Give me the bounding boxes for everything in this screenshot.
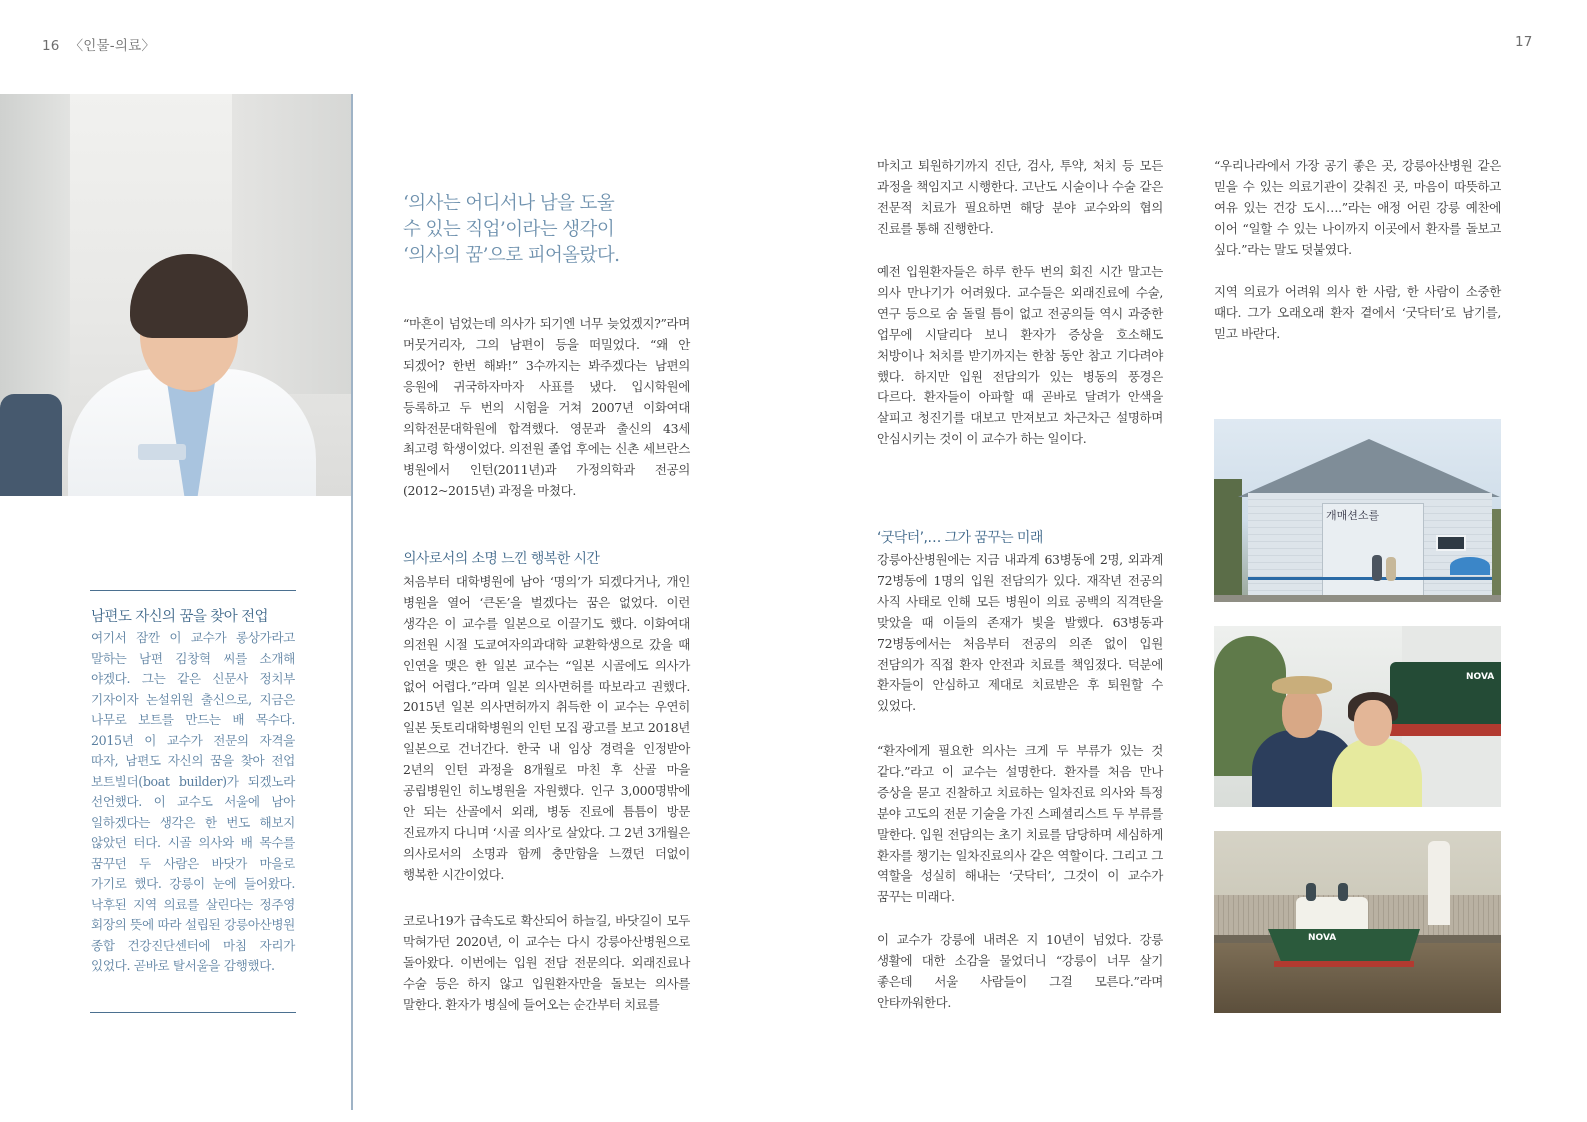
body-paragraph: “우리나라에서 가장 공기 좋은 곳, 강릉아산병원 같은 믿을 수 있는 의료기관이 갖춰진 곳, 마음이 따뜻하고 여유 있는 건강 도시….”라는 애정 어린 강릉 예찬에 이어 “일할 수 있는 나이까지 이곳에서 환자를 돌보고 싶다.”라는 말도 덧붙였다. [1214,158,1501,257]
boat-name-label: NOVA [1466,672,1495,682]
pull-quote-line: ‘의사의 꿈’으로 피어올랐다. [403,245,620,266]
workshop-photo [1214,419,1501,602]
body-paragraph: 지역 의료가 어려워 의사 한 사람, 한 사람이 소중한 때다. 그가 오래오래 환자 곁에서 ‘굿닥터’로 남기를, 믿고 바란다. [1214,284,1501,341]
section-label: 〈인물-의료〉 [69,38,156,54]
pull-quote-line: ‘의사는 어디서나 남을 도울 [403,193,615,214]
sidebar-text: 여기서 잠깐 이 교수가 롱상가라고 말하는 남편 김창혁 씨를 소개해 야겠다. 그는 같은 신문사 정치부 기자이자 논설위원 출신으로, 지금은 나무로 보트를 만드는 배 목수다. 2015년 이 교수가 전문의 자격을 따자, 남편도 자신의 꿈을 찾아 전업 보트빌더(boat builder)가 되겠노라 선언했다. 이 교수도 서울에 남아 일하겠다는 생각은 한 번도 해보지 않았던 터다. 시골 의사와 배 목수를 꿈꾸던 두 사람은 바닷가 마을로 가기로 했다. 강릉이 눈에 들어왔다. 낙후된 지역 의료를 살린다는 정주영 회장의 뜻에 따라 설립된 강릉아산병원 종합 건강진단센터에 마침 자리가 있었다. 곧바로 탈서울을 감행했다. [91,630,295,973]
pull-quote-line: 수 있는 직업’이라는 생각이 [403,219,615,240]
body-paragraph: 예전 입원환자들은 하루 한두 번의 회진 시간 말고는 의사 만나기가 어려웠다. 교수들은 외래진료에 수술, 연구 등으로 숨 돌릴 틈이 없고 전공의들 역시 과중한 업무에 시달리다 보니 환자가 증상을 호소해도 처방이나 처치를 받기까지는 한참 동안 참고 기다려야 했다. 하지만 입원 전담의가 있는 병동의 풍경은 다르다. 환자들이 아파할 때 곧바로 달려가 안색을 살피고 청진기를 대보고 만져보고 차근차근 설명하며 안심시키는 것이 이 교수가 하는 일이다. [877,264,1163,447]
portrait-photo [0,94,352,496]
body-paragraph: 이 교수가 강릉에 내려온 지 10년이 넘었다. 강릉 생활에 대한 소감을 물었더니 “강릉이 너무 살기 좋은데 서울 사람들이 그걸 모른다.”라며 안타까워한다. [877,932,1163,1010]
workshop-sign: 개매션소를 [1326,509,1380,522]
column-divider [351,94,353,1110]
body-paragraph: 처음부터 대학병원에 남아 ‘명의’가 되겠다거나, 개인 병원을 열어 ‘큰돈’을 벌겠다는 꿈은 없었다. 이런 생각은 이 교수를 일본으로 이끌기도 했다. 이화여대 의전원 시절 도쿄여자의과대학 교환학생으로 갔을 때 인연을 맺은 한 일본 교수는 “일본 시골에도 의사가 없어 어렵다.”라며 일본 의사면허를 따보라고 권했다. 2015년 일본 의사면허까지 취득한 이 교수는 우연히 일본 돗토리대학병원의 인턴 모집 광고를 보고 2018년 일본으로 건너간다. 한국 내 임상 경력을 인정받아 2년의 인턴 과정을 8개월로 마친 후 산골 마을 공립병원인 히노병원을 자원했다. 인구 3,000명밖에 안 되는 산골에서 외래, 병동 진료에 틈틈이 방문 진료까지 다니며 ‘시골 의사’로 살았다. 그 2년 3개월은 의사로서의 소명과 함께 충만함을 느꼈던 더없이 행복한 시간이었다. [403,574,690,882]
couple-photo [1214,626,1501,807]
sidebar-top-rule [90,590,296,591]
sidebar-bottom-rule [90,1012,296,1013]
page-number: 16 [42,38,60,54]
boat-photo [1214,831,1501,1013]
subheading: ‘굿닥터’,… 그가 꿈꾸는 미래 [877,530,1043,546]
sidebar-heading: 남편도 자신의 꿈을 찾아 전업 [91,609,268,625]
name-badge [138,444,186,460]
body-paragraph: 마치고 퇴원하기까지 진단, 검사, 투약, 처치 등 모든 과정을 책임지고 시행한다. 고난도 시술이나 수술 같은 전문적 치료가 필요하면 해당 분야 교수와의 협의 진료를 통해 진행한다. [877,158,1163,236]
boat-name-label: NOVA [1308,933,1337,943]
body-paragraph: “환자에게 필요한 의사는 크게 두 부류가 있는 것 같다.”라고 이 교수는 설명한다. 환자를 처음 만나 증상을 묻고 진찰하고 치료하는 일차진료 의사와 특정 분야 고도의 전문 기술을 가진 스페셜리스트 두 부류를 말한다. 입원 전담의는 초기 치료를 담당하며 세심하게 환자를 챙기는 일차진료의사 같은 역할이다. 그리고 그 역할을 성실히 해내는 ‘굿닥터’, 그것이 이 교수가 꿈꾸는 미래다. [877,743,1163,905]
intro-paragraph: “마흔이 넘었는데 의사가 되기엔 너무 늦었겠지?”라며 머뭇거리자, 그의 남편이 등을 떠밀었다. “왜 안 되겠어? 한번 해봐!” 3수까지는 봐주겠다는 남편의 응원에 귀국하자마자 사표를 냈다. 입시학원에 등록하고 두 번의 시험을 거쳐 2007년 이화여대 의학전문대학원에 합격했다. 영문과 출신의 43세 최고령 학생이었다. 의전원 졸업 후에는 신촌 세브란스 병원에서 인턴(2011년)과 가정의학과 전공의(2012~2015년) 과정을 마쳤다. [403,316,690,499]
body-paragraph: 코로나19가 급속도로 확산되어 하늘길, 바닷길이 모두 막혀가던 2020년, 이 교수는 다시 강릉아산병원으로 돌아왔다. 이번에는 입원 전담 전문의다. 외래진료나 수술 등은 하지 않고 입원환자만을 돌보는 의사를 말한다. 환자가 병실에 들어오는 순간부터 치료를 [403,913,690,1012]
pull-quote [403,191,703,269]
body-paragraph: 강릉아산병원에는 지금 내과계 63병동에 2명, 외과계 72병동에 1명의 입원 전담의가 있다. 재작년 전공의 사직 사태로 인해 모든 병원이 의료 공백의 직격탄을 맞았을 때 이들의 존재가 빛을 발했다. 63병동과 72병동에서는 처음부터 전공의 의존 없이 입원 전담의가 직접 환자 안전과 치료를 책임졌다. 덕분에 환자들이 안심하고 제대로 치료받은 후 퇴원할 수 있었다. [877,552,1163,714]
page-number-right: 17 [1515,34,1533,50]
page-number-left [42,34,155,54]
subheading: 의사로서의 소명 느낀 행복한 시간 [403,551,600,567]
